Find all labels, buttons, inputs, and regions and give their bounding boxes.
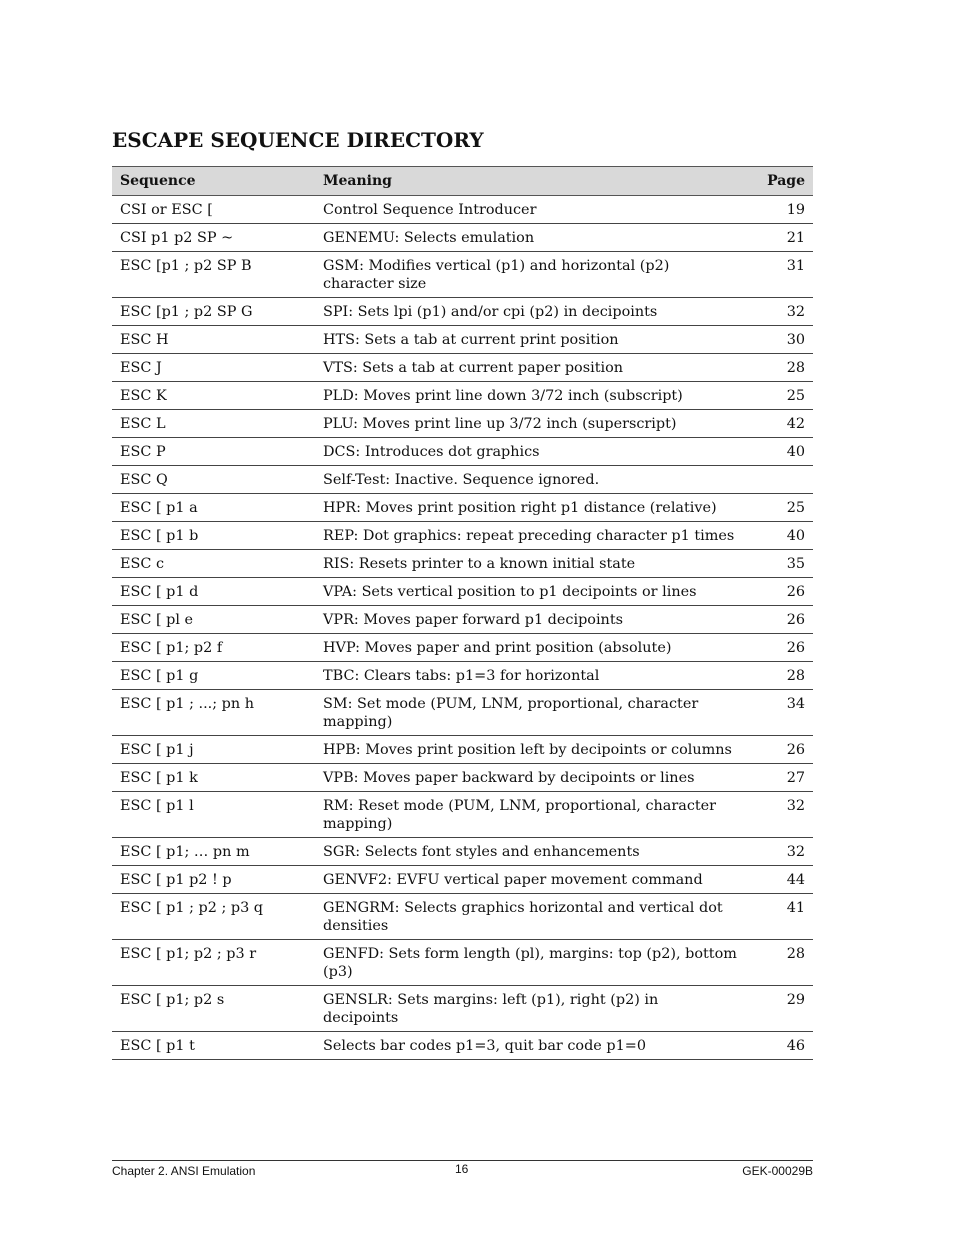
table-row [112, 410, 813, 438]
sequence-cell: ESC [ p1 ; p2 ; p3 q [112, 894, 315, 940]
page-cell: 28 [745, 662, 813, 690]
sequence-cell: ESC [ p1 a [112, 494, 315, 522]
meaning-cell: HPB: Moves print position left by decipoints or columns [315, 736, 745, 764]
page-cell: 30 [745, 326, 813, 354]
page-cell: 28 [745, 354, 813, 382]
page-cell: 40 [745, 438, 813, 466]
sequence-cell: ESC [ p1 t [112, 1032, 315, 1060]
table-row [112, 662, 813, 690]
table-row [112, 494, 813, 522]
meaning-cell: GENEMU: Selects emulation [315, 224, 745, 252]
table-row [112, 792, 813, 838]
page-cell: 21 [745, 224, 813, 252]
meaning-cell: HTS: Sets a tab at current print position [315, 326, 745, 354]
escape-sequence-table-container [112, 166, 813, 1060]
table-row [112, 354, 813, 382]
footer-document-id: GEK-00029B [742, 1164, 813, 1178]
sequence-cell: ESC [ p1 g [112, 662, 315, 690]
table-row [112, 736, 813, 764]
meaning-cell: SGR: Selects font styles and enhancements [315, 838, 745, 866]
meaning-cell: SPI: Sets lpi (p1) and/or cpi (p2) in decipoints [315, 298, 745, 326]
sequence-cell: ESC [ p1; … pn m [112, 838, 315, 866]
meaning-cell: Self-Test: Inactive. Sequence ignored. [315, 466, 745, 494]
page-cell: 32 [745, 792, 813, 838]
page-cell: 26 [745, 634, 813, 662]
page-cell: 19 [745, 196, 813, 224]
sequence-cell: ESC [ p1 p2 ! p [112, 866, 315, 894]
meaning-cell: PLD: Moves print line down 3/72 inch (subscript) [315, 382, 745, 410]
page-cell: 25 [745, 382, 813, 410]
meaning-cell: Selects bar codes p1=3, quit bar code p1=0 [315, 1032, 745, 1060]
meaning-cell: GENSLR: Sets margins: left (p1), right (p2) in decipoints [315, 986, 745, 1032]
table-row [112, 382, 813, 410]
page-cell: 44 [745, 866, 813, 894]
meaning-cell: Control Sequence Introducer [315, 196, 745, 224]
table-row [112, 634, 813, 662]
meaning-cell: VPB: Moves paper backward by decipoints or lines [315, 764, 745, 792]
sequence-cell: ESC [ p1 l [112, 792, 315, 838]
sequence-cell: ESC c [112, 550, 315, 578]
page-cell: 26 [745, 578, 813, 606]
meaning-cell: PLU: Moves print line up 3/72 inch (superscript) [315, 410, 745, 438]
meaning-cell: VPR: Moves paper forward p1 decipoints [315, 606, 745, 634]
page-cell: 29 [745, 986, 813, 1032]
page-cell: 46 [745, 1032, 813, 1060]
sequence-cell: ESC [ p1; p2 ; p3 r [112, 940, 315, 986]
meaning-cell: DCS: Introduces dot graphics [315, 438, 745, 466]
table-row [112, 986, 813, 1032]
page-cell: 34 [745, 690, 813, 736]
table-row [112, 550, 813, 578]
sequence-cell: ESC P [112, 438, 315, 466]
sequence-cell: ESC J [112, 354, 315, 382]
table-row [112, 690, 813, 736]
page-cell: 25 [745, 494, 813, 522]
sequence-cell: ESC [ p1 b [112, 522, 315, 550]
meaning-cell: SM: Set mode (PUM, LNM, proportional, character mapping) [315, 690, 745, 736]
meaning-cell: TBC: Clears tabs: p1=3 for horizontal [315, 662, 745, 690]
sequence-cell: ESC [ p1 d [112, 578, 315, 606]
column-header-page: Page [745, 167, 813, 196]
sequence-cell: ESC [ p1 k [112, 764, 315, 792]
meaning-cell: REP: Dot graphics: repeat preceding character p1 times [315, 522, 745, 550]
page-cell: 40 [745, 522, 813, 550]
table-row [112, 224, 813, 252]
escape-sequence-table [112, 166, 813, 1060]
table-header-row [112, 167, 813, 196]
footer-divider [112, 1160, 813, 1161]
column-header-sequence: Sequence [112, 167, 315, 196]
meaning-cell: GENVF2: EVFU vertical paper movement command [315, 866, 745, 894]
page-cell: 27 [745, 764, 813, 792]
meaning-cell: GSM: Modifies vertical (p1) and horizontal (p2) character size [315, 252, 745, 298]
table-row [112, 764, 813, 792]
table-row [112, 578, 813, 606]
page-cell: 41 [745, 894, 813, 940]
sequence-cell: ESC K [112, 382, 315, 410]
sequence-cell: ESC [ p1 ; ...; pn h [112, 690, 315, 736]
page-cell: 26 [745, 736, 813, 764]
page-cell: 35 [745, 550, 813, 578]
table-row [112, 252, 813, 298]
sequence-cell: ESC Q [112, 466, 315, 494]
table-row [112, 438, 813, 466]
meaning-cell: VTS: Sets a tab at current paper position [315, 354, 745, 382]
table-row [112, 838, 813, 866]
page-cell [745, 466, 813, 494]
meaning-cell: VPA: Sets vertical position to p1 decipoints or lines [315, 578, 745, 606]
table-body [112, 196, 813, 1060]
meaning-cell: RIS: Resets printer to a known initial state [315, 550, 745, 578]
meaning-cell: GENGRM: Selects graphics horizontal and vertical dot densities [315, 894, 745, 940]
column-header-meaning: Meaning [315, 167, 745, 196]
meaning-cell: HPR: Moves print position right p1 distance (relative) [315, 494, 745, 522]
meaning-cell: GENFD: Sets form length (pl), margins: top (p2), bottom (p3) [315, 940, 745, 986]
table-row [112, 1032, 813, 1060]
sequence-cell: ESC L [112, 410, 315, 438]
table-row [112, 326, 813, 354]
footer-chapter: Chapter 2. ANSI Emulation [112, 1164, 256, 1178]
sequence-cell: ESC [ p1 j [112, 736, 315, 764]
meaning-cell: HVP: Moves paper and print position (absolute) [315, 634, 745, 662]
sequence-cell: ESC [ p1; p2 s [112, 986, 315, 1032]
sequence-cell: ESC [p1 ; p2 SP B [112, 252, 315, 298]
table-row [112, 606, 813, 634]
page-cell: 32 [745, 838, 813, 866]
sequence-cell: ESC [ pl e [112, 606, 315, 634]
page-cell: 28 [745, 940, 813, 986]
table-row [112, 522, 813, 550]
table-row [112, 196, 813, 224]
table-row [112, 866, 813, 894]
page-cell: 31 [745, 252, 813, 298]
sequence-cell: ESC [p1 ; p2 SP G [112, 298, 315, 326]
page-cell: 42 [745, 410, 813, 438]
page-title: ESCAPE SEQUENCE DIRECTORY [112, 128, 484, 152]
table-row [112, 298, 813, 326]
page-cell: 26 [745, 606, 813, 634]
sequence-cell: ESC H [112, 326, 315, 354]
meaning-cell: RM: Reset mode (PUM, LNM, proportional, character mapping) [315, 792, 745, 838]
page-cell: 32 [745, 298, 813, 326]
table-row [112, 940, 813, 986]
sequence-cell: CSI or ESC [ [112, 196, 315, 224]
sequence-cell: CSI p1 p2 SP ~ [112, 224, 315, 252]
table-row [112, 894, 813, 940]
table-row [112, 466, 813, 494]
sequence-cell: ESC [ p1; p2 f [112, 634, 315, 662]
footer-page-number: 16 [455, 1162, 469, 1176]
